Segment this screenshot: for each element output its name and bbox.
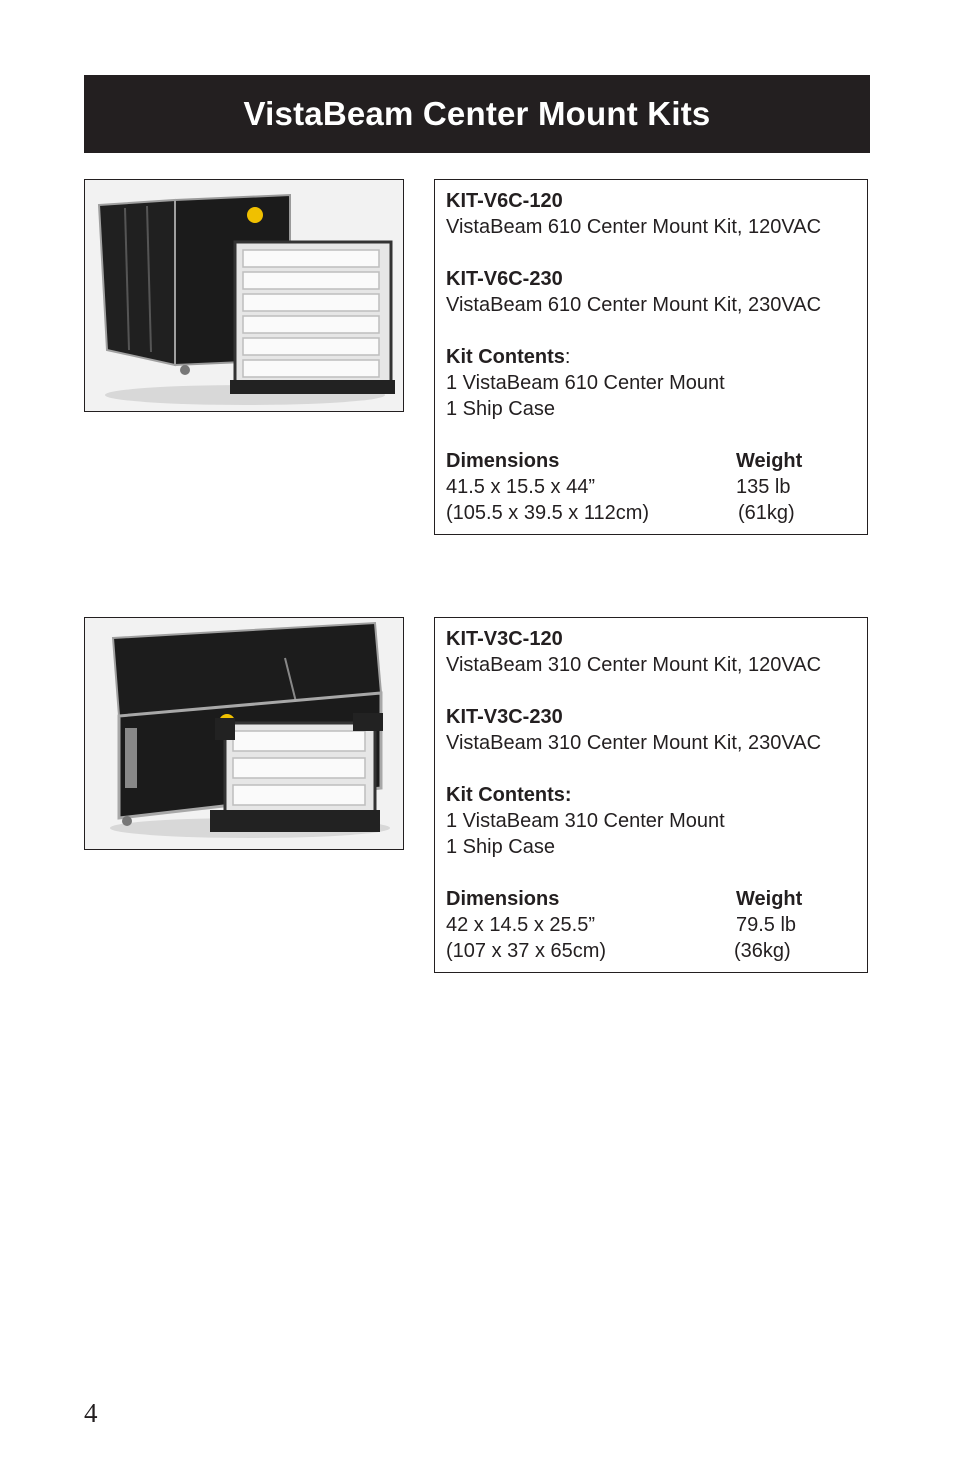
kit-content-item: 1 Ship Case — [446, 836, 555, 858]
kit-content-item: 1 VistaBeam 310 Center Mount — [446, 810, 725, 832]
model-number: KIT-V3C-120 — [446, 628, 563, 650]
dimensions-weight-table — [446, 448, 856, 526]
dimensions-metric: (105.5 x 39.5 x 112cm) — [446, 502, 650, 524]
kit-photo-vistabeam-310 — [84, 617, 404, 850]
page-number: 4 — [84, 1398, 98, 1428]
kit-contents-label: Kit Contents — [446, 346, 565, 368]
kit-contents-heading — [446, 344, 856, 370]
dimensions-label: Dimensions — [446, 450, 560, 472]
weight-label: Weight — [736, 888, 803, 910]
kit-info-box-vistabeam-310 — [434, 617, 868, 973]
dimensions-label: Dimensions — [446, 888, 560, 910]
ship-case-image — [85, 180, 403, 411]
ship-case-image — [85, 618, 403, 849]
kit-content-item: 1 VistaBeam 610 Center Mount — [446, 372, 725, 394]
model-description: VistaBeam 610 Center Mount Kit, 120VAC — [446, 216, 822, 238]
kit-info-box-vistabeam-610 — [434, 179, 868, 535]
dimensions-weight-table — [446, 886, 856, 964]
model-number: KIT-V3C-230 — [446, 706, 563, 728]
kit-contents-label: Kit Contents: — [446, 784, 572, 806]
kit-contents-colon: : — [564, 346, 571, 368]
page-title: VistaBeam Center Mount Kits — [243, 95, 711, 132]
dimensions-imperial: 42 x 14.5 x 25.5” — [446, 914, 595, 936]
model-number: KIT-V6C-230 — [446, 268, 563, 290]
weight-imperial: 79.5 lb — [736, 914, 797, 936]
kit-contents-heading — [446, 782, 856, 808]
weight-metric: (36kg) — [734, 940, 791, 962]
weight-label: Weight — [736, 450, 803, 472]
model-description: VistaBeam 310 Center Mount Kit, 230VAC — [446, 732, 822, 754]
model-number: KIT-V6C-120 — [446, 190, 563, 212]
dimensions-imperial: 41.5 x 15.5 x 44” — [446, 476, 595, 498]
kit-photo-vistabeam-610 — [84, 179, 404, 412]
dimensions-metric: (107 x 37 x 65cm) — [446, 940, 607, 962]
weight-imperial: 135 lb — [736, 476, 791, 498]
title-banner — [84, 75, 870, 153]
model-description: VistaBeam 310 Center Mount Kit, 120VAC — [446, 654, 822, 676]
model-description: VistaBeam 610 Center Mount Kit, 230VAC — [446, 294, 822, 316]
weight-metric: (61kg) — [738, 502, 795, 524]
kit-content-item: 1 Ship Case — [446, 398, 555, 420]
